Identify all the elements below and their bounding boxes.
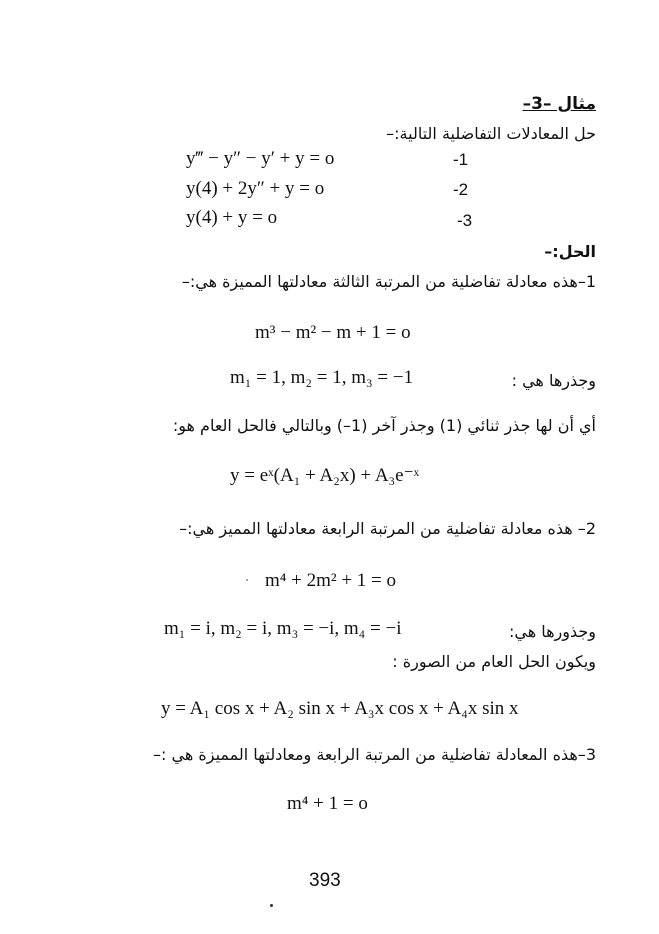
example-title: مثال –3– bbox=[522, 94, 596, 114]
part1-roots-label: وجذرها هي : bbox=[511, 371, 596, 390]
part2-characteristic-equation: m⁴ + 2m² + 1 = o bbox=[265, 570, 397, 591]
equation-2: y(4) + 2y″ + y = o bbox=[186, 178, 325, 199]
scan-dot bbox=[270, 904, 273, 907]
solution-label: الحل:– bbox=[544, 242, 596, 261]
part2-roots-label: وجذورها هي: bbox=[508, 622, 596, 641]
part3-intro: 3–هذه المعادلة تفاضلية من المرتبة الرابعة ومعادلتها المميزة هي :– bbox=[153, 745, 596, 764]
part1-general-solution: y = eˣ(A₁ + A₂x) + A₃e⁻ˣ bbox=[230, 465, 420, 486]
equation-1: y‴ − y″ − y′ + y = o bbox=[186, 148, 335, 169]
equation-3-number: -3 bbox=[457, 211, 473, 230]
scan-speck bbox=[246, 579, 248, 581]
page-number: 393 bbox=[309, 870, 341, 891]
part1-characteristic-equation: m³ − m² − m + 1 = o bbox=[255, 322, 411, 343]
part1-intro: 1–هذه معادلة تفاضلية من المرتبة الثالثة معادلتها المميزة هي:– bbox=[181, 272, 596, 291]
equation-2-number: -2 bbox=[453, 180, 469, 199]
part2-general-solution: y = A₁ cos x + A₂ sin x + A₃x cos x + A₄x sin x bbox=[161, 698, 519, 719]
part1-roots: m₁ = 1, m₂ = 1, m₃ = −1 bbox=[230, 367, 414, 388]
task-statement: حل المعادلات التفاضلية التالية:– bbox=[386, 124, 596, 143]
part2-form-label: ويكون الحل العام من الصورة : bbox=[392, 652, 596, 671]
part1-double-root-note: أي أن لها جذر ثنائي (1) وجذر آخر (1–) وبالتالي فالحل العام هو: bbox=[172, 416, 596, 435]
part2-intro: 2– هذه معادلة تفاضلية من المرتبة الرابعة معادلتها المميز هي:– bbox=[179, 519, 596, 538]
equation-3: y(4) + y = o bbox=[186, 207, 278, 228]
equation-1-number: -1 bbox=[453, 150, 469, 169]
part2-roots: m₁ = i, m₂ = i, m₃ = −i, m₄ = −i bbox=[164, 618, 402, 639]
part3-characteristic-equation: m⁴ + 1 = o bbox=[287, 793, 368, 814]
